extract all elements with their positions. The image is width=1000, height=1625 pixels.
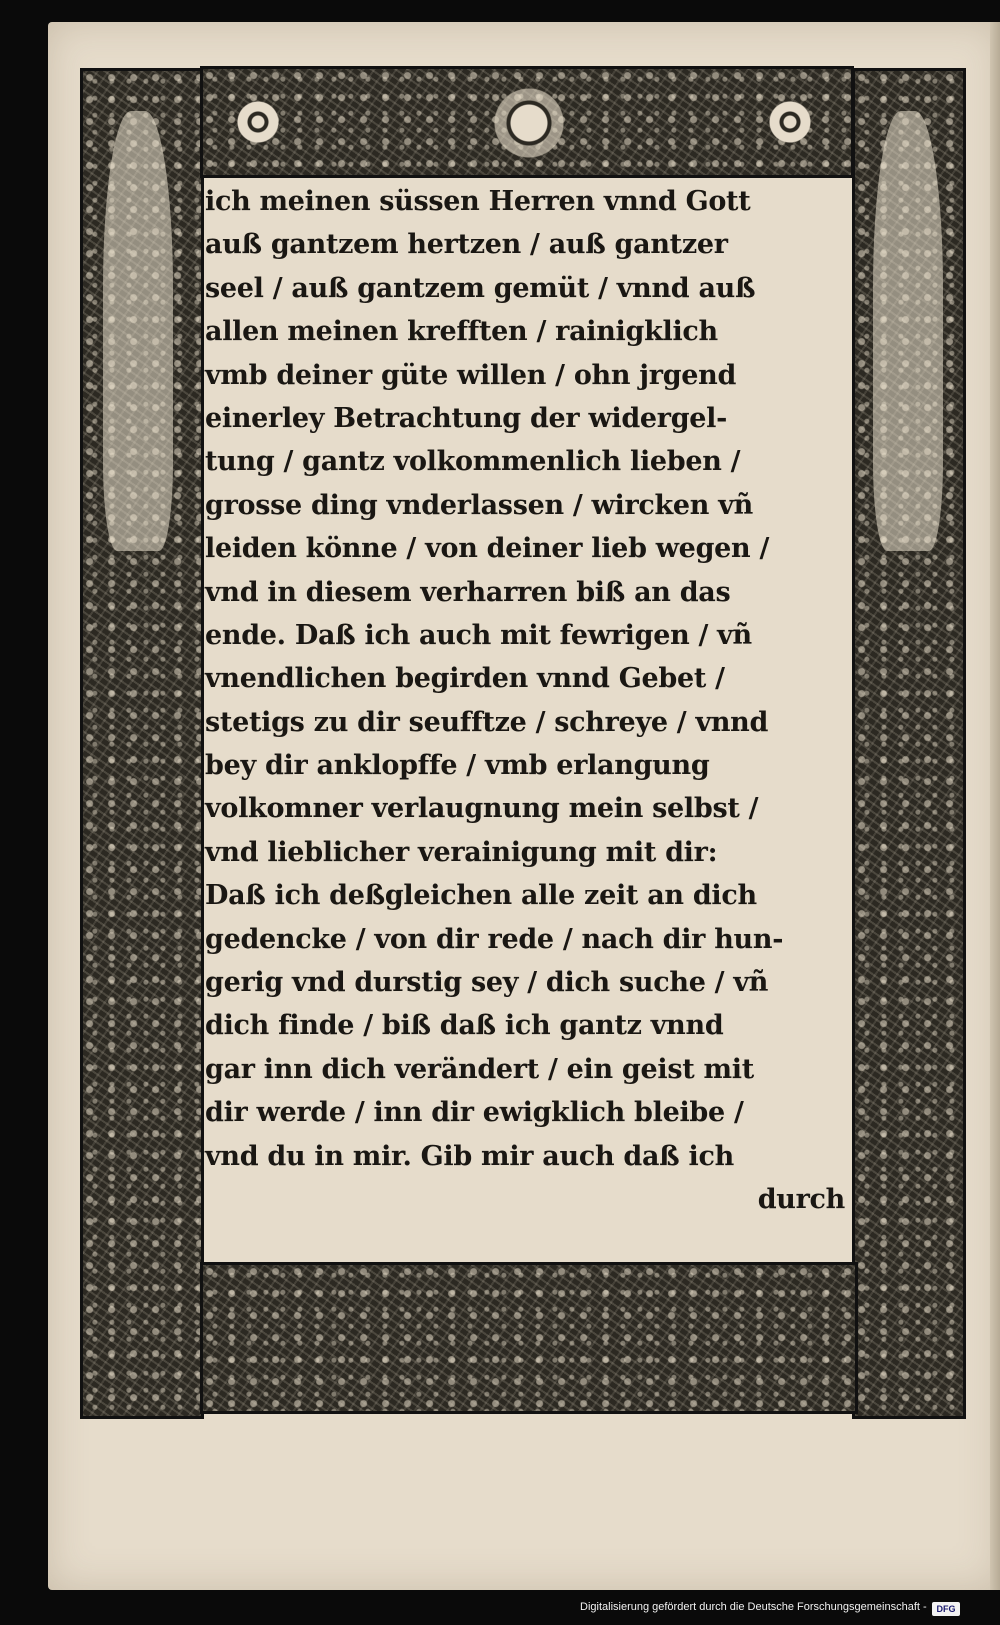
page-edge <box>990 22 1000 1590</box>
text-line: ende. Daß ich auch mit fewrigen / vñ <box>205 619 752 651</box>
text-line: bey dir anklopffe / vmb erlangung <box>205 750 710 782</box>
text-line: dir werde / inn dir ewigklich bleibe / <box>205 1097 744 1129</box>
text-line: vnd du in mir. Gib mir auch daß ich <box>205 1140 734 1172</box>
text-line: dich finde / biß daß ich gantz vnnd <box>205 1010 724 1042</box>
dfg-logo: DFG <box>932 1602 960 1616</box>
text-line: allen meinen krefften / rainigklich <box>205 316 718 348</box>
saint-figure-left <box>103 111 173 551</box>
text-line: auß gantzem hertzen / auß gantzer <box>205 229 728 261</box>
body-text <box>205 180 845 1255</box>
text-line: ich meinen süssen Herren vnnd Gott <box>205 186 751 217</box>
rosette-ornament-left <box>231 95 285 149</box>
text-line: vnd lieblicher verainigung mit dir: <box>205 836 718 868</box>
text-line: leiden könne / von deiner lieb wegen / <box>205 533 770 565</box>
woodcut-border-right <box>852 68 966 1419</box>
text-line: stetigs zu dir seufftze / schreye / vnnd <box>205 706 769 738</box>
woodcut-border-left <box>80 68 204 1419</box>
text-line: vmb deiner güte willen / ohn jrgend <box>205 359 737 391</box>
text-line: Daß ich deßgleichen alle zeit an dich <box>205 880 757 912</box>
catchword: durch <box>757 1183 845 1215</box>
text-line: gerig vnd durstig sey / dich suche / vñ <box>205 967 769 999</box>
saint-figure-right <box>873 111 943 551</box>
text-line: seel / auß gantzem gemüt / vnnd auß <box>205 272 756 304</box>
text-line: einerley Betrachtung der widergel- <box>205 402 728 434</box>
text-line: gedencke / von dir rede / nach dir hun- <box>205 923 784 955</box>
rosette-ornament-right <box>763 95 817 149</box>
text-line: tung / gantz volkommenlich lieben / <box>205 446 741 478</box>
text-line: volkomner verlaugnung mein selbst / <box>205 793 759 825</box>
text-line: gar inn dich verändert / ein geist mit <box>205 1053 754 1085</box>
digitization-credit: Digitalisierung gefördert durch die Deutsche Forschungsgemeinschaft - <box>580 1601 927 1613</box>
sun-face-ornament <box>493 87 565 159</box>
text-line: vnendlichen begirden vnnd Gebet / <box>205 663 725 695</box>
woodcut-border-bottom <box>200 1262 858 1414</box>
text-line: vnd in diesem verharren biß an das <box>205 576 731 608</box>
woodcut-border-top <box>200 66 854 178</box>
text-line: grosse ding vnderlassen / wircken vñ <box>205 489 753 521</box>
